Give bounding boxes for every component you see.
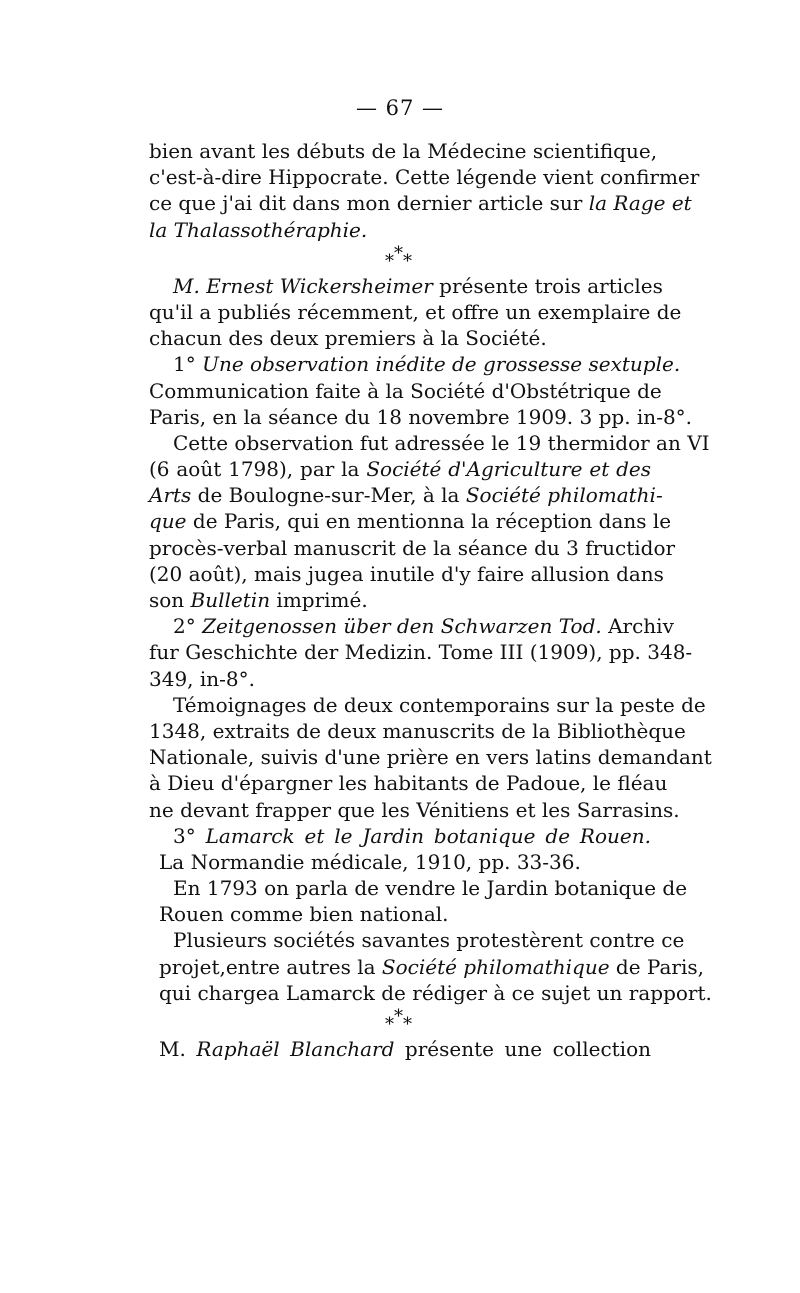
- text-line: [149, 875, 688, 901]
- text-run: Plusieurs sociétés savantes protestèrent contre ce: [173, 928, 685, 953]
- asterisk-glyph: *: [385, 250, 394, 272]
- text-line: [149, 980, 712, 1006]
- text-run: qui chargea Lamarck de rédiger à ce sujet un rapport.: [159, 980, 712, 1005]
- text-line: [149, 138, 658, 164]
- text-line: [149, 482, 663, 508]
- text-run: Nationale, suivis d'une prière en vers latins demandant: [149, 745, 712, 770]
- text-line: [149, 823, 651, 849]
- text-line: [149, 561, 664, 587]
- text-run: Communication faite à la Société d'Obstétrique de: [149, 378, 662, 403]
- text-line: [149, 954, 704, 980]
- text-line: [149, 639, 693, 665]
- text-line: [149, 901, 651, 927]
- italic-text: Société philomathi-: [465, 483, 663, 508]
- italic-text: Raphaël Blanchard: [196, 1037, 395, 1061]
- italic-text: que: [149, 509, 187, 534]
- text-run: qu'il a publiés récemment, et offre un exemplaire de: [149, 299, 682, 324]
- text-run: projet,entre autres la: [159, 954, 382, 979]
- text-run: imprimé.: [270, 588, 368, 612]
- asterism-separator: [149, 243, 651, 273]
- text-run: M.: [159, 1037, 197, 1061]
- page-number: — 67 —: [355, 96, 445, 120]
- asterisk-glyph: *: [403, 250, 412, 272]
- text-run: chacun des deux premiers à la Société.: [149, 326, 547, 351]
- text-run: ce que j'ai dit dans mon dernier article sur: [149, 191, 589, 216]
- text-run: procès-verbal manuscrit de la séance du 3 fructidor: [149, 535, 676, 560]
- text-run: 2°: [173, 614, 203, 639]
- italic-text: la Rage et: [588, 191, 692, 216]
- text-line: [149, 508, 672, 534]
- text-run: 1348, extraits de deux manuscrits de la Bibliothèque: [149, 718, 686, 743]
- asterisk-glyph: *: [403, 1014, 412, 1035]
- text-run: fur Geschichte der Medizin. Tome III (1909), pp. 348-: [149, 640, 693, 665]
- text-line: [149, 535, 676, 561]
- text-run: présente trois articles: [432, 273, 663, 298]
- text-run: (6 août 1798), par la: [149, 457, 367, 482]
- text-run: présente une collection: [394, 1037, 651, 1061]
- text-line: [149, 718, 686, 744]
- text-run: 3°: [173, 823, 206, 848]
- text-line: [149, 1036, 651, 1062]
- text-run: son: [149, 588, 191, 612]
- text-run: c'est-à-dire Hippocrate. Cette légende vient confirmer: [149, 165, 700, 190]
- italic-text: Une observation inédite de grossesse sextuple.: [202, 352, 681, 377]
- text-line: [149, 797, 680, 823]
- text-line: [149, 404, 693, 430]
- text-line: [149, 456, 651, 482]
- text-run: Témoignages de deux contemporains sur la peste de: [173, 692, 706, 717]
- asterism-separator: [149, 1006, 651, 1036]
- italic-text: Bulletin: [190, 588, 271, 612]
- text-line: [149, 927, 685, 953]
- text-run: 1°: [173, 352, 203, 377]
- text-run: En 1793 on parla de vendre le Jardin botanique de: [173, 876, 688, 901]
- text-run: Rouen comme bien national.: [159, 902, 449, 927]
- text-run: de Paris,: [609, 954, 704, 979]
- text-line: [149, 692, 706, 718]
- text-run: La Normandie médicale, 1910, pp. 33-36.: [159, 849, 581, 874]
- text-run: Paris, en la séance du 18 novembre 1909. 3 pp. in-8°.: [149, 404, 693, 429]
- text-line: [149, 351, 681, 377]
- text-run: Archiv: [601, 614, 674, 639]
- italic-text: Arts: [149, 483, 192, 508]
- text-line: [149, 164, 700, 190]
- italic-text: Lamarck et le Jardin botanique de Rouen.: [205, 823, 651, 848]
- italic-text: la Thalassothéraphie.: [149, 217, 368, 242]
- text-run: de Paris, qui en mentionna la réception dans le: [186, 509, 672, 534]
- text-line: [149, 613, 674, 639]
- asterisk-glyph: *: [394, 1006, 403, 1027]
- text-run: 349, in-8°.: [149, 666, 256, 691]
- italic-text: Société philomathique: [381, 954, 610, 979]
- text-line: [149, 770, 668, 796]
- text-line: [149, 190, 692, 216]
- asterisk-glyph: *: [394, 242, 403, 264]
- asterisk-glyph: *: [385, 1014, 394, 1035]
- text-run: Cette observation fut adressée le 19 thermidor an VI: [173, 430, 710, 455]
- text-run: à Dieu d'épargner les habitants de Padoue, le fléau: [149, 771, 668, 796]
- text-line: [149, 378, 662, 404]
- text-line: [149, 217, 651, 243]
- text-line: [149, 430, 710, 456]
- text-run: ne devant frapper que les Vénitiens et les Sarrasins.: [149, 797, 680, 822]
- text-line: [149, 849, 651, 875]
- text-line: [149, 325, 651, 351]
- text-line: [149, 744, 712, 770]
- italic-text: Zeitgenossen über den Schwarzen Tod.: [202, 614, 602, 639]
- text-line: [149, 299, 682, 325]
- text-line: [149, 587, 651, 613]
- body-text: [149, 138, 712, 1062]
- text-run: (20 août), mais jugea inutile d'y faire allusion dans: [149, 561, 664, 586]
- italic-text: Société d'Agriculture et des: [366, 457, 651, 482]
- italic-text: M. Ernest Wickersheimer: [173, 273, 433, 298]
- text-run: de Boulogne-sur-Mer, à la: [191, 483, 466, 508]
- text-run: bien avant les débuts de la Médecine scientifique,: [149, 139, 658, 163]
- text-line: [149, 273, 663, 299]
- text-line: [149, 666, 651, 692]
